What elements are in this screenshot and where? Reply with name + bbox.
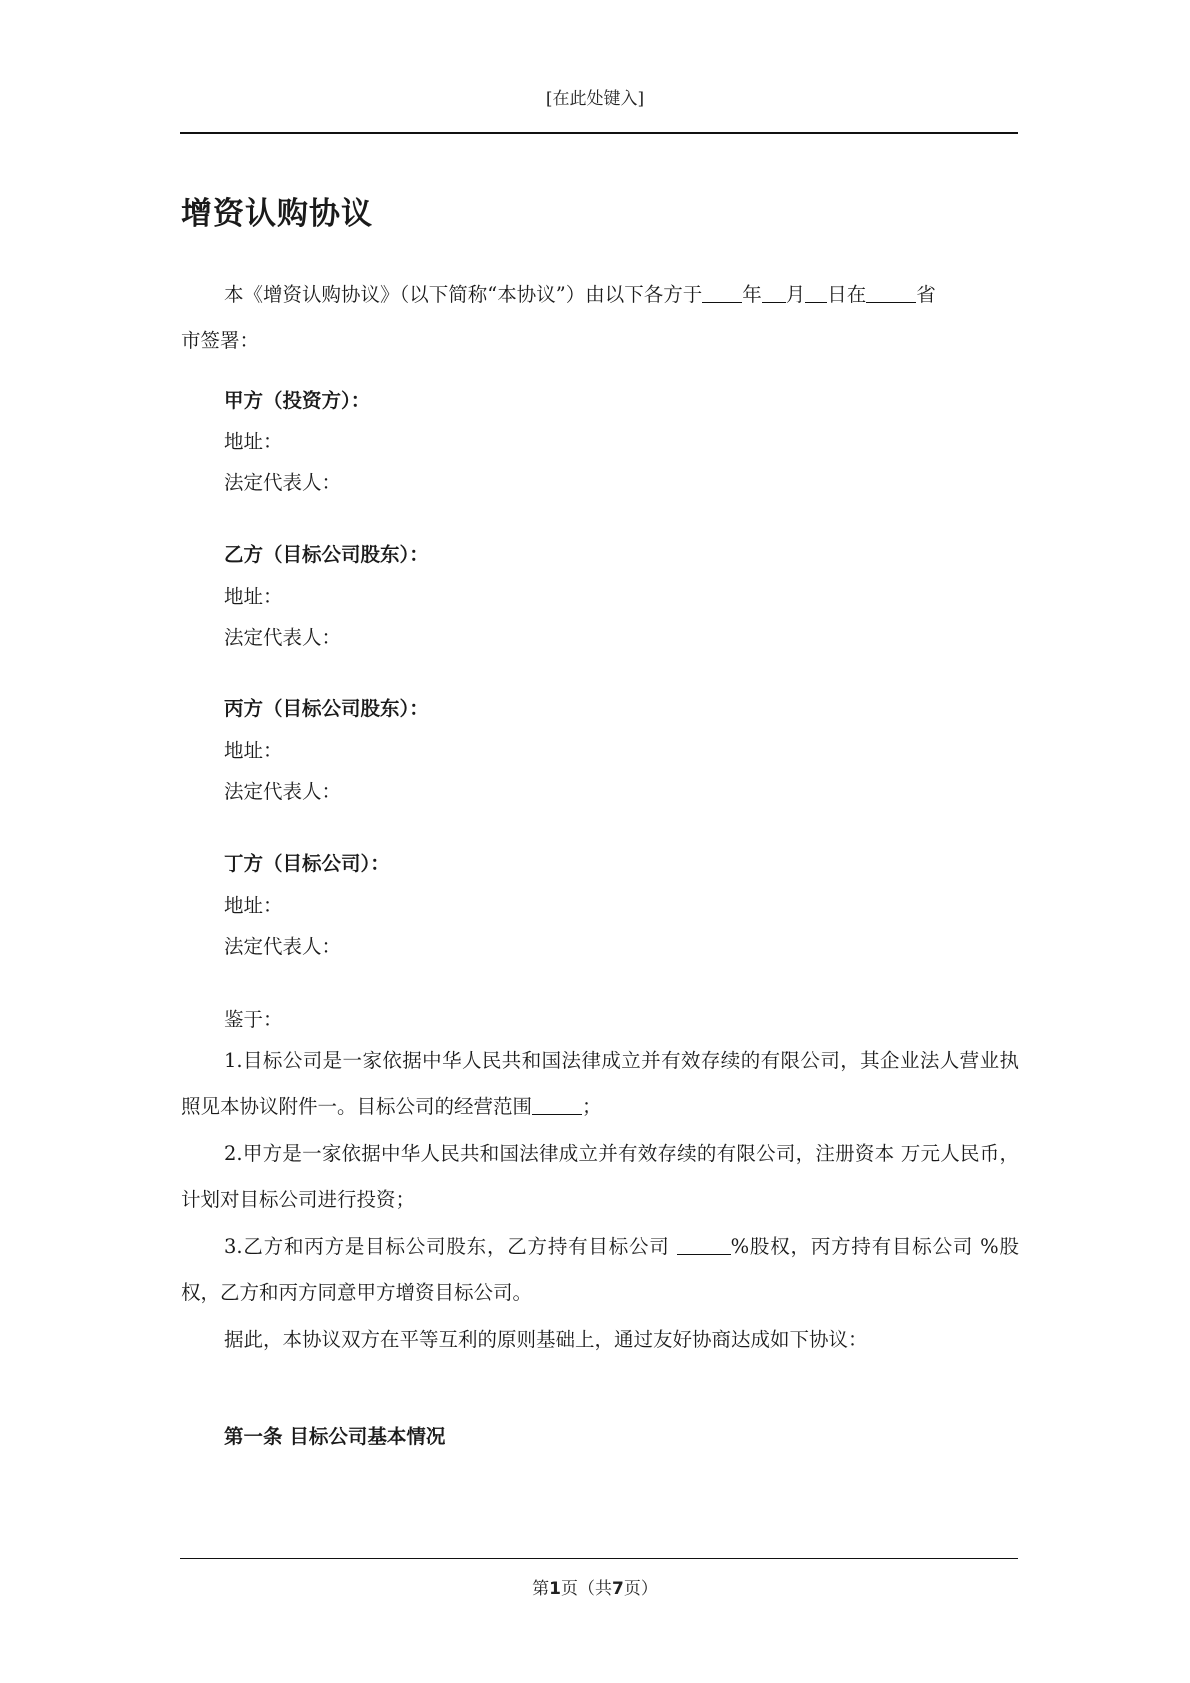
article-1-title: 目标公司基本情况 — [289, 1425, 446, 1448]
page-footer — [0, 1574, 1190, 1599]
party-b-heading: 乙方（目标公司股东）： — [224, 543, 429, 566]
total-page-number: 7 — [612, 1579, 624, 1599]
party-a-address-label: 地址： — [224, 430, 283, 453]
party-b-representative-label: 法定代表人： — [224, 626, 342, 649]
party-d-heading: 丁方（目标公司）： — [224, 852, 390, 875]
article-1-number: 第一条 — [224, 1425, 283, 1448]
year-label: 年 — [742, 283, 762, 306]
intro-text: 本《增资认购协议》（以下简称“本协议”）由以下各方于 — [224, 283, 703, 306]
page-header: [在此处键入] — [545, 89, 645, 109]
intro-paragraph — [181, 272, 1019, 364]
intro-signing-text: 市签署： — [181, 329, 260, 352]
whereas-item-2: 2.甲方是一家依据中华人民共和国法律成立并有效存续的有限公司，注册资本 万元人民币，计划对目标公司进行投资； — [181, 1142, 1019, 1211]
party-c-heading: 丙方（目标公司股东）： — [224, 697, 429, 720]
article-1-heading — [224, 1422, 445, 1452]
whereas-item-3-rest: %股权，丙方持有目标公司 %股权，乙方和丙方同意甲方增资目标公司。 — [181, 1235, 1019, 1304]
whereas-label: 鉴于： — [224, 1008, 283, 1031]
party-a-heading: 甲方（投资方）： — [224, 389, 371, 412]
footer-rule — [180, 1558, 1018, 1559]
whereas-item-3 — [181, 1224, 1019, 1316]
footer-suffix: 页） — [623, 1579, 658, 1599]
document-title: 增资认购协议 — [181, 196, 373, 232]
party-c-address-label: 地址： — [224, 739, 283, 762]
header-rule — [180, 132, 1018, 134]
current-page-number: 1 — [549, 1579, 561, 1599]
whereas-conclusion: 据此，本协议双方在平等互利的原则基础上，通过友好协商达成如下协议： — [224, 1328, 868, 1351]
place-blank — [866, 283, 916, 304]
year-blank — [702, 283, 742, 304]
whereas-item-3-text: 3.乙方和丙方是目标公司股东，乙方持有目标公司 — [224, 1235, 670, 1258]
party-c-representative-label: 法定代表人： — [224, 780, 342, 803]
month-label: 月 — [785, 283, 806, 306]
day-blank — [805, 283, 827, 304]
party-a-representative-label: 法定代表人： — [224, 471, 342, 494]
day-label: 日在 — [827, 283, 867, 306]
party-b-address-label: 地址： — [224, 585, 283, 608]
equity-percent-blank — [677, 1235, 731, 1256]
business-scope-blank — [532, 1095, 582, 1116]
whereas-item-1 — [181, 1038, 1019, 1130]
whereas-item-1-end: ； — [582, 1095, 602, 1118]
whereas-item-1-text: 1.目标公司是一家依据中华人民共和国法律成立并有效存续的有限公司，其企业法人营业执照见本协议附件一。目标公司的经营范围 — [181, 1049, 1019, 1118]
party-d-address-label: 地址： — [224, 894, 283, 917]
footer-mid: 页（共 — [561, 1579, 612, 1599]
month-blank — [762, 283, 786, 304]
province-label: 省 — [916, 283, 936, 306]
footer-prefix: 第 — [532, 1579, 550, 1599]
party-d-representative-label: 法定代表人： — [224, 935, 342, 958]
